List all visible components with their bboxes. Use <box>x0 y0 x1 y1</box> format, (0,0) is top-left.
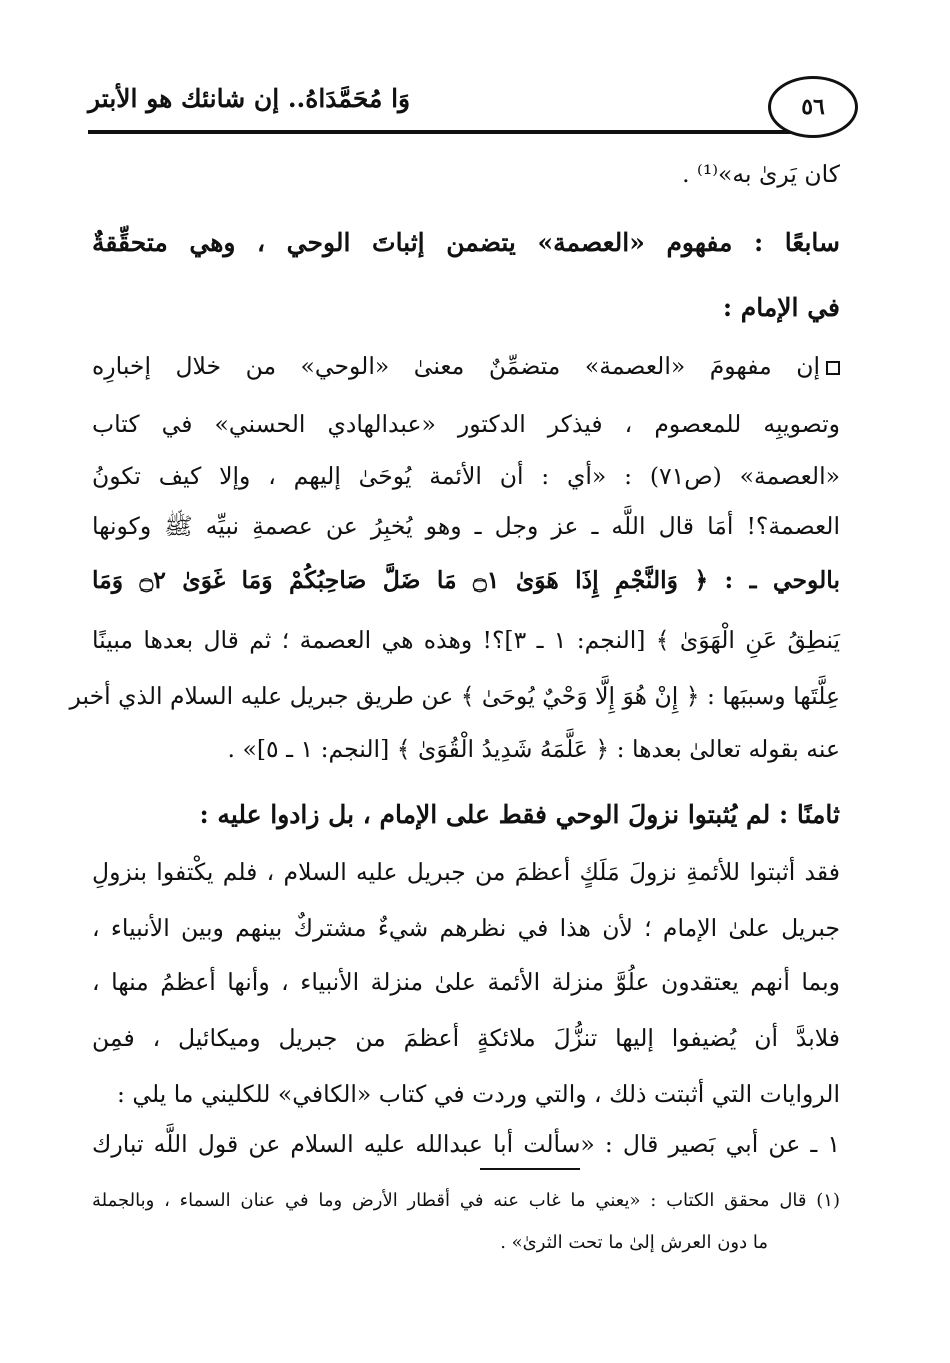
footnote-separator <box>480 1168 580 1170</box>
text-line: كان يَرىٰ به»⁽¹⁾ . <box>682 160 840 188</box>
text-line: وتصويبِه للمعصوم ، فيذكر الدكتور «عبدالهادي الحسني» في كتاب <box>92 410 840 438</box>
body-text <box>69 0 841 1363</box>
text-line: جبريل علىٰ الإمام ؛ لأن هذا في نظرهم شيءٌ مشتركٌ بينهم وبين الأنبياء ، <box>92 914 840 942</box>
text-span: إن مفهومَ «العصمة» متضمِّنٌ معنىٰ «الوحي» من خلال إخبارِه <box>92 352 820 380</box>
text-line: عنه بقوله تعالىٰ بعدها : ﴿ عَلَّمَهُ شَدِيدُ الْقُوَىٰ ﴾ [النجم: ١ ـ ٥]» . <box>227 735 840 763</box>
footnote-line: (١) قال محقق الكتاب : «يعني ما غاب عنه في أقطار الأرض وما في عنان السماء ، وبالجملة <box>92 1190 840 1211</box>
footnote-line: ما دون العرش إلىٰ ما تحت الثرىٰ» . <box>500 1232 768 1253</box>
section-heading: سابعًا : مفهوم «العصمة» يتضمن إثباتَ الوحي ، وهي متحقِّقةٌ <box>92 228 840 257</box>
square-bullet-icon <box>826 361 840 375</box>
text-line: فقد أثبتوا للأئمةِ نزولَ مَلَكٍ أعظمَ من جبريل عليه السلام ، فلم يكْتفوا بنزولِ <box>92 858 840 886</box>
text-line: «العصمة» (ص٧١) : «أي : أن الأئمة يُوحَىٰ إليهم ، وإلا كيف تكونُ <box>92 462 840 490</box>
text-line: بالوحي ـ : ﴿ وَالنَّجْمِ إِذَا هَوَىٰ ۝١ مَا ضَلَّ صَاحِبُكُمْ وَمَا غَوَىٰ ۝٢ وَمَا <box>92 566 841 594</box>
text-line <box>92 352 840 380</box>
running-title: وَا مُحَمَّدَاهُ.. إن شانئك هو الأبتر <box>88 84 411 113</box>
text-line: العصمة؟! أمَا قال اللَّه ـ عز وجل ـ وهو يُخبِرُ عن عصمةِ نبيِّه ﷺ وكونها <box>92 512 840 540</box>
text-line: ١ ـ عن أبي بَصير قال : «سألت أبا عبدالله عليه السلام عن قول اللَّه تبارك <box>92 1130 840 1158</box>
text-line: عِلَّتَها وسببَها : ﴿ إِنْ هُوَ إِلَّا وَحْيٌ يُوحَىٰ ﴾ عن طريق جبريل عليه السلام الذي أخبر <box>69 682 840 710</box>
page-number: ٥٦ <box>768 76 858 138</box>
section-heading: في الإمام : <box>722 293 840 322</box>
section-heading: ثامنًا : لم يُثبتوا نزولَ الوحي فقط على الإمام ، بل زادوا عليه : <box>199 800 840 829</box>
text-line: يَنطِقُ عَنِ الْهَوَىٰ ﴾ [النجم: ١ ـ ٣]؟! وهذه هي العصمة ؛ ثم قال بعدها مبينًا <box>92 626 840 654</box>
text-line: فلابدَّ أن يُضيفوا إليها تنزُّلَ ملائكةٍ أعظمَ من جبريل وميكائيل ، فمِن <box>92 1024 840 1052</box>
text-line: الروايات التي أثبتت ذلك ، والتي وردت في كتاب «الكافي» للكليني ما يلي : <box>116 1080 840 1108</box>
text-line: وبما أنهم يعتقدون علُوَّ منزلة الأئمة علىٰ منزلة الأنبياء ، وأنها أعظمُ منها ، <box>92 968 840 996</box>
